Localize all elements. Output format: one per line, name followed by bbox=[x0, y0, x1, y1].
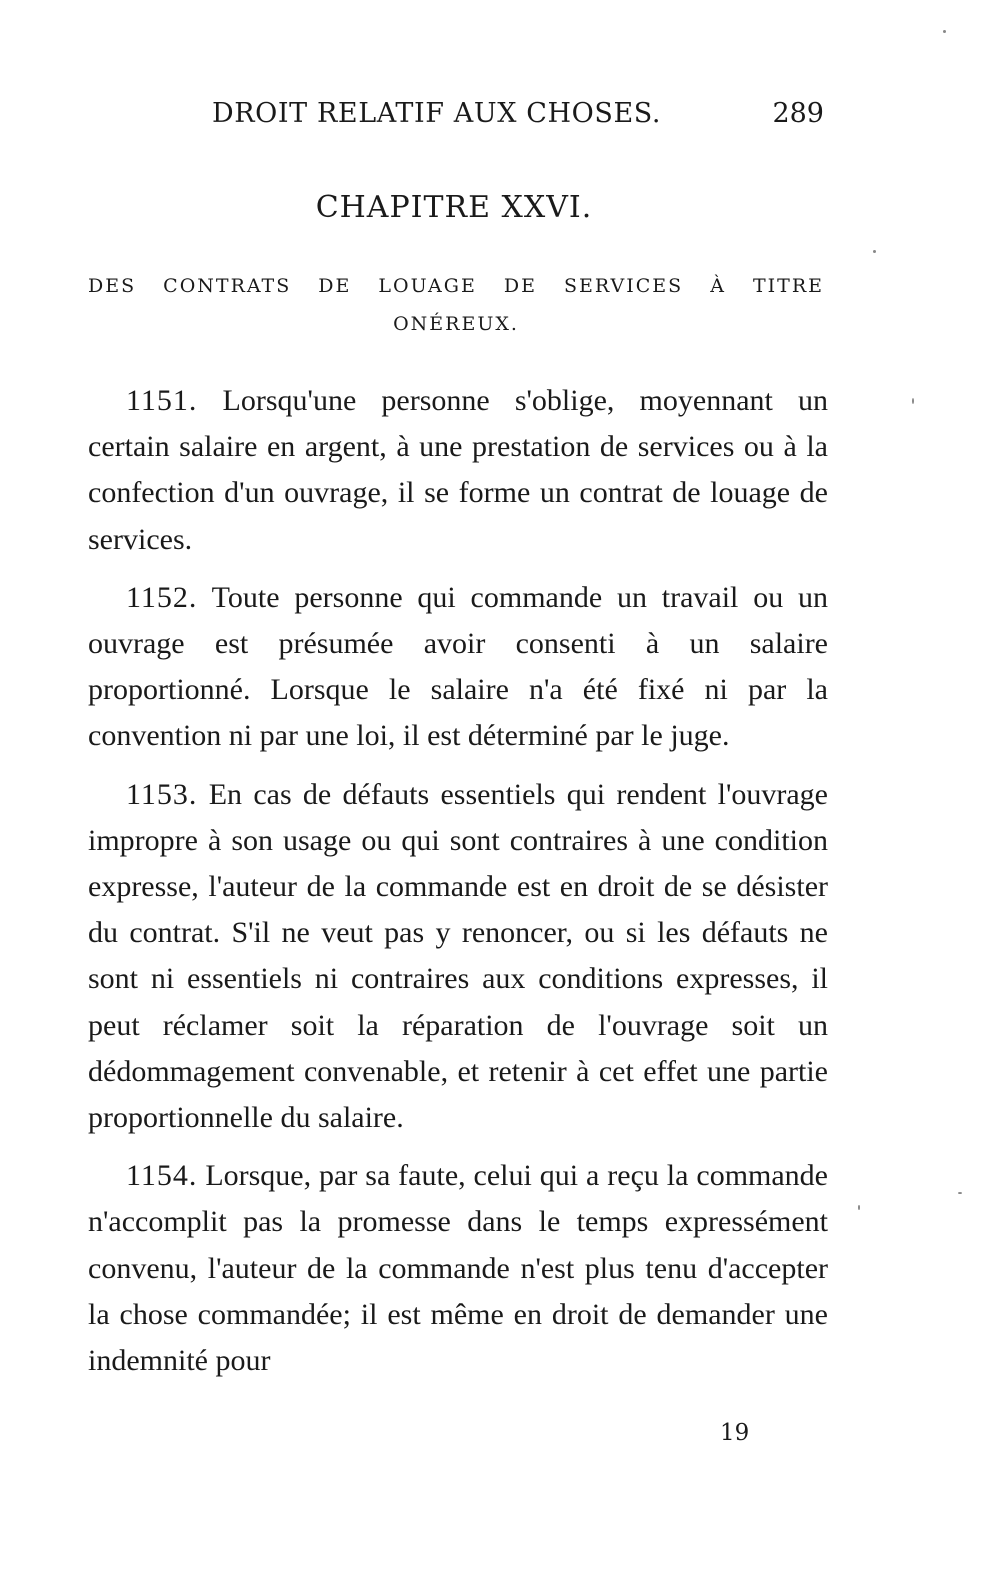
paper-speck bbox=[912, 398, 914, 404]
article-number: 1154. bbox=[126, 1159, 198, 1193]
article-1154 bbox=[88, 1153, 828, 1384]
article-number: 1151. bbox=[126, 384, 198, 417]
article-text: Lorsqu'une personne s'oblige, moyennant un certain salaire en argent, à une prestation de services ou à la confection d'un ouvrage, il se forme un contrat de louage de services. bbox=[88, 384, 829, 556]
section-title: DES CONTRATS DE LOUAGE DE SERVICES À TITRE ONÉREUX. bbox=[88, 275, 824, 335]
paper-speck bbox=[958, 1192, 962, 1194]
article-1151 bbox=[88, 378, 828, 563]
paper-speck bbox=[873, 250, 876, 253]
paper-speck bbox=[943, 30, 946, 33]
article-number: 1152. bbox=[126, 580, 198, 614]
article-1152 bbox=[88, 575, 828, 760]
signature-mark: 19 bbox=[720, 1420, 750, 1446]
article-text: Toute personne qui commande un travail ou un ouvrage est présumée avoir consenti à un salaire proportionné. Lorsque le salaire n'a été fixé ni par la convention ni par une loi, il est déterminé par le juge. bbox=[88, 580, 828, 753]
chapter-title: CHAPITRE XXVI. bbox=[315, 190, 593, 225]
article-number: 1153. bbox=[126, 777, 198, 811]
article-text: En cas de défauts essentiels qui rendent l'ouvrage impropre à son usage ou qui sont contraires à une condition expresse, l'auteur de la commande est en droit de se désister du contrat. S'il ne veut pas y renoncer, ou si les défauts ne sont ni essentiels ni contraires aux conditions expresses, il peut réclamer soit la réparation de l'ouvrage soit un dédommagement convenable, et retenir à cet effet une partie proportionnelle du salaire. bbox=[88, 777, 828, 1135]
paper-speck bbox=[858, 1205, 860, 1210]
running-head bbox=[212, 98, 824, 138]
page-number: 289 bbox=[772, 98, 824, 129]
article-text: Lorsque, par sa faute, celui qui a reçu la commande n'accomplit pas la promesse dans le temps expressément convenu, l'auteur de la commande n'est plus tenu d'accepter la chose commandée; il est même en droit de demander une indemnité pour bbox=[88, 1159, 828, 1378]
article-1153 bbox=[88, 772, 828, 1142]
running-title: DROIT RELATIF AUX CHOSES. bbox=[212, 98, 662, 129]
body-text bbox=[88, 378, 828, 1396]
